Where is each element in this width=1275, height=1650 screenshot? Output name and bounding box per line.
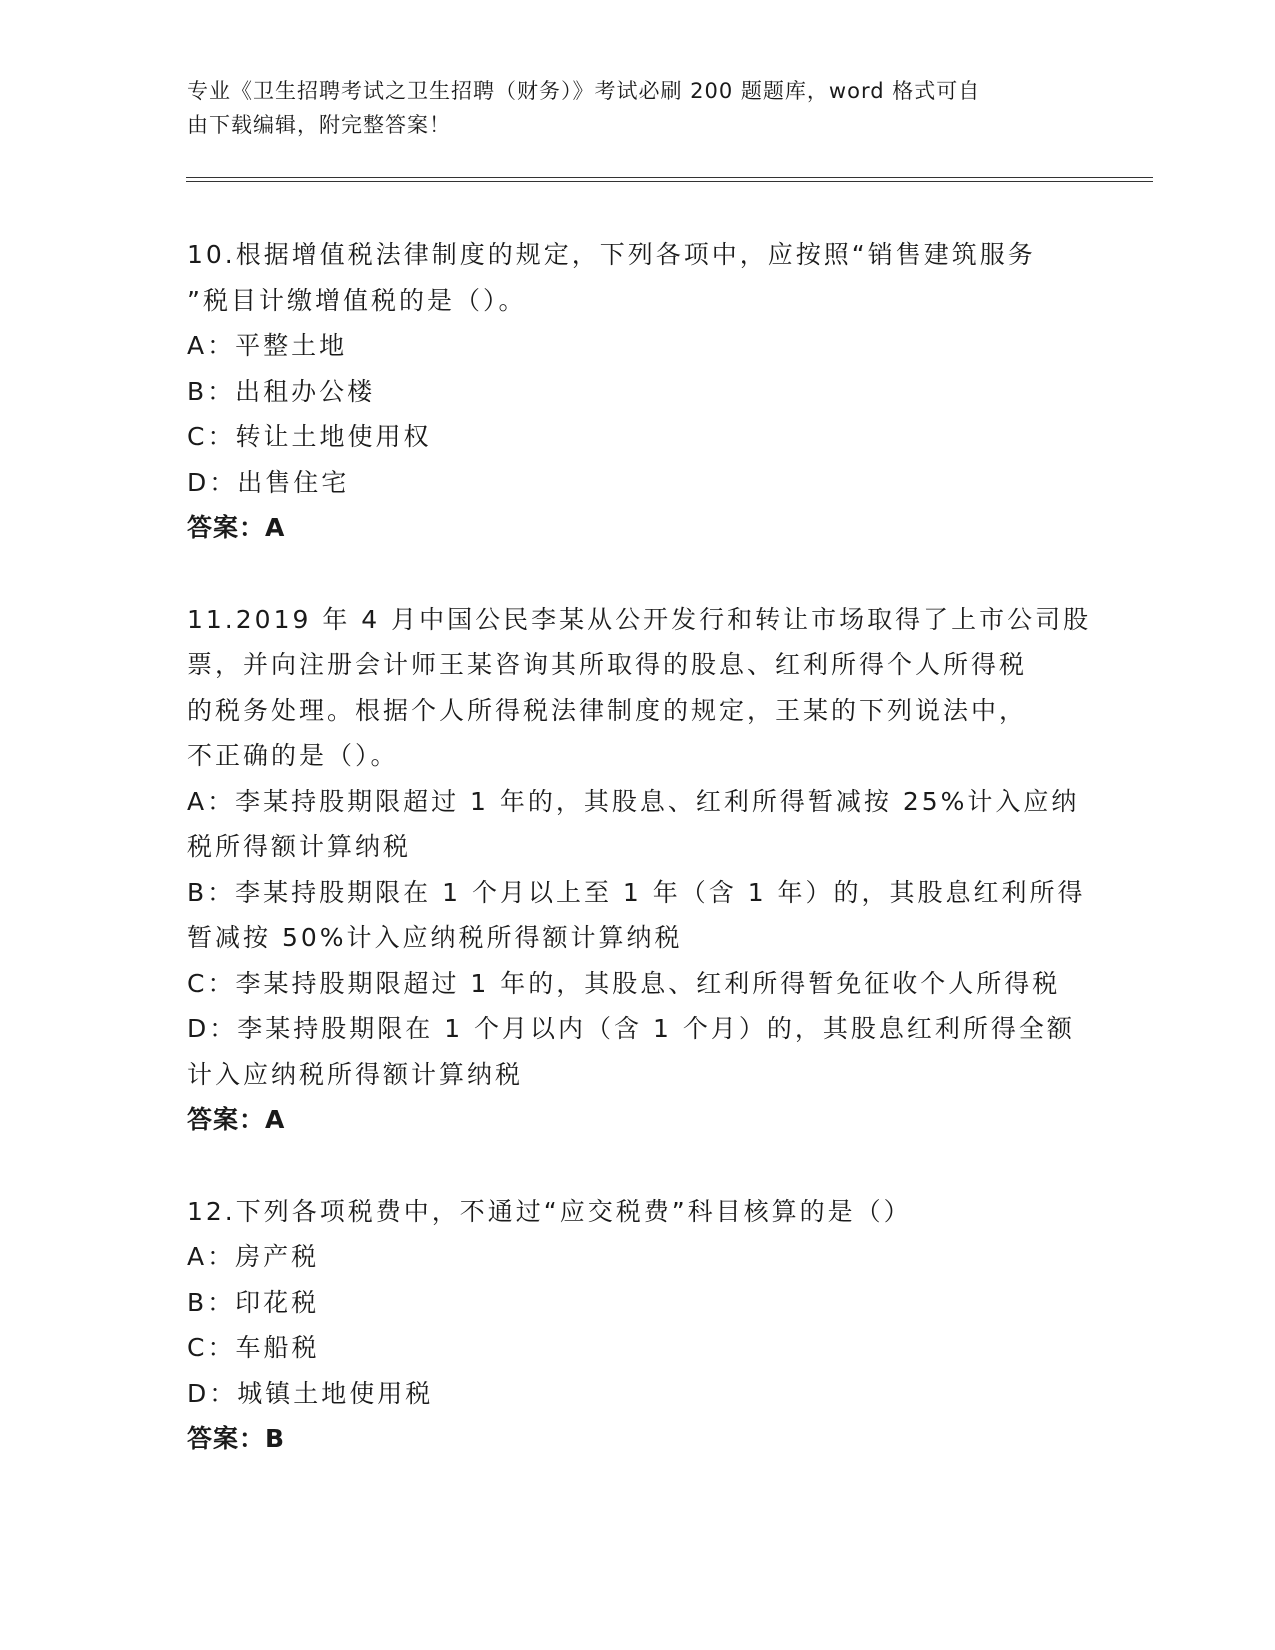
question-stem-line: 的税务处理。根据个人所得税法律制度的规定，王某的下列说法中， [187, 695, 1028, 725]
option-a-continued: 税所得额计算纳税 [187, 832, 412, 861]
header-line-2: 由下载编辑，附完整答案！ [187, 113, 451, 137]
answer-line: 答案：A [187, 1105, 286, 1134]
option-b: B：出租办公楼 [187, 376, 376, 406]
question-12 [187, 1189, 1087, 1462]
option-d: D：出售住宅 [187, 467, 350, 497]
question-stem-line: 不正确的是（）。 [187, 741, 399, 770]
question-10 [187, 232, 1087, 551]
document-header [187, 74, 1067, 142]
option-c: C：李某持股期限超过 1 年的，其股息、红利所得暂免征收个人所得税 [187, 968, 1061, 998]
question-stem-line: ”税目计缴增值税的是（）。 [187, 285, 527, 315]
option-d: D：城镇土地使用税 [187, 1378, 434, 1408]
question-stem-line: 11.2019 年 4 月中国公民李某从公开发行和转让市场取得了上市公司股 [187, 604, 1092, 634]
question-stem-line: 12.下列各项税费中，不通过“应交税费”科目核算的是（） [187, 1196, 912, 1226]
question-stem-line: 10.根据增值税法律制度的规定，下列各项中，应按照“销售建筑服务 [187, 240, 1036, 269]
header-divider [186, 177, 1153, 182]
option-b: B：李某持股期限在 1 个月以上至 1 年（含 1 年）的，其股息红利所得 [187, 877, 1086, 907]
option-b: B：印花税 [187, 1287, 320, 1317]
option-a: A：李某持股期限超过 1 年的，其股息、红利所得暂减按 25%计入应纳 [187, 786, 1080, 816]
question-11 [187, 597, 1092, 1143]
option-a: A：平整土地 [187, 331, 348, 360]
question-stem-line: 票，并向注册会计师王某咨询其所取得的股息、红利所得个人所得税 [187, 650, 1028, 679]
option-c: C：转让土地使用权 [187, 422, 432, 451]
answer-line: 答案：B [187, 1424, 286, 1453]
option-c: C：车船税 [187, 1333, 320, 1362]
question-list [187, 232, 1092, 1508]
option-a: A：房产税 [187, 1242, 320, 1271]
header-line-1: 专业《卫生招聘考试之卫生招聘（财务）》考试必刷 200 题题库，word 格式可自 [187, 79, 981, 103]
option-d-continued: 计入应纳税所得额计算纳税 [187, 1059, 524, 1089]
option-d: D：李某持股期限在 1 个月以内（含 1 个月）的，其股息红利所得全额 [187, 1014, 1075, 1043]
answer-line: 答案：A [187, 513, 286, 542]
option-b-continued: 暂减按 50%计入应纳税所得额计算纳税 [187, 923, 683, 952]
